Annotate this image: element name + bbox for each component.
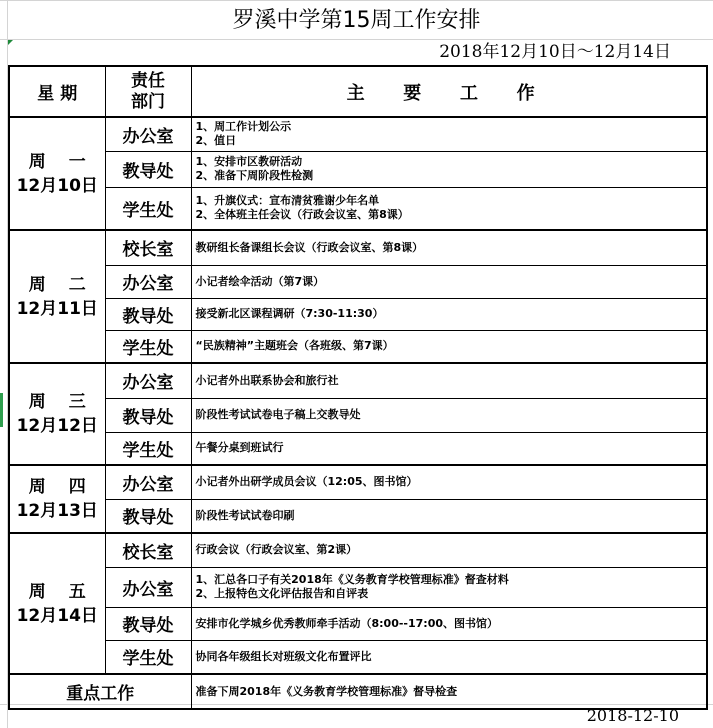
work-item: 午餐分桌到班试行 <box>195 441 284 455</box>
table-row <box>9 230 707 265</box>
dept-cell: 教导处 <box>105 607 191 640</box>
work-cell <box>191 298 707 330</box>
work-item: 教研组长备课组长会议（行政会议室、第8课） <box>195 240 424 254</box>
dept-cell: 校长室 <box>105 230 191 265</box>
dept-cell: 办公室 <box>105 265 191 298</box>
dept-cell: 办公室 <box>105 363 191 398</box>
work-item: 接受新北区课程调研（7:30-11:30） <box>195 307 384 320</box>
day-name: 周 五 <box>28 581 95 602</box>
work-cell <box>191 567 707 607</box>
work-item: 小记者外出研学成员会议（12:05、图书馆） <box>195 475 418 489</box>
day-date: 12月12日 <box>16 416 98 436</box>
dept-cell: 办公室 <box>105 567 191 607</box>
work-cell <box>191 465 707 499</box>
work-cell <box>191 640 707 674</box>
dept-cell: 校长室 <box>105 533 191 567</box>
dept-cell: 学生处 <box>105 187 191 230</box>
table-row <box>9 117 707 151</box>
table-row <box>9 607 707 640</box>
work-item: 1、安排市区教研活动 <box>195 155 303 168</box>
work-cell <box>191 117 707 151</box>
table-row <box>9 330 707 363</box>
work-item: 阶段性考试试卷印刷 <box>195 508 295 522</box>
table-row <box>9 465 707 499</box>
work-cell <box>191 398 707 432</box>
day-cell <box>9 117 105 230</box>
work-item: 1、升旗仪式：宣布清贫雅谢少年名单 <box>195 194 380 208</box>
table-row <box>9 432 707 465</box>
page-title: 罗溪中学第15周工作安排 <box>232 8 481 33</box>
day-name: 周 三 <box>28 392 95 412</box>
header-row <box>9 66 707 117</box>
dept-cell: 学生处 <box>105 330 191 363</box>
work-cell <box>191 607 707 640</box>
table-row <box>9 533 707 567</box>
work-cell <box>191 533 707 567</box>
header-week: 星 期 <box>9 66 105 117</box>
focus-item: 准备下周2018年《义务教育学校管理标准》督导检查 <box>195 684 458 698</box>
date-range: 2018年12月10日～12月14日 <box>439 42 671 62</box>
work-cell <box>191 330 707 363</box>
work-cell <box>191 187 707 230</box>
table-row <box>9 298 707 330</box>
day-name: 周 一 <box>28 151 95 172</box>
work-cell <box>191 151 707 187</box>
focus-row <box>9 674 707 709</box>
focus-label: 重点工作 <box>9 674 191 709</box>
day-cell <box>9 465 105 533</box>
work-item: 安排市化学城乡优秀教师牵手活动（8:00--17:00、图书馆） <box>195 616 499 630</box>
sheet-gridline <box>0 0 713 1</box>
work-item: 2、上报特色文化评估报告和自评表 <box>195 587 369 600</box>
day-cell <box>9 533 105 674</box>
dept-cell: 学生处 <box>105 432 191 465</box>
focus-text <box>191 674 707 709</box>
day-name: 周 四 <box>28 477 95 497</box>
selection-marker <box>0 393 3 427</box>
table-row <box>9 265 707 298</box>
day-cell <box>9 230 105 363</box>
table-row <box>9 187 707 230</box>
footer-date: 2018-12-10 <box>586 706 679 725</box>
dept-cell: 教导处 <box>105 151 191 187</box>
table-row <box>9 640 707 674</box>
dept-cell: 教导处 <box>105 499 191 533</box>
header-dept <box>105 66 191 117</box>
table-row <box>9 567 707 607</box>
cell-marker-icon <box>8 40 13 45</box>
day-date: 12月10日 <box>16 175 98 196</box>
table-row <box>9 499 707 533</box>
work-item: 2、值日 <box>195 134 237 148</box>
work-item: 2、准备下周阶段性检测 <box>195 169 314 182</box>
work-cell <box>191 432 707 465</box>
day-cell <box>9 363 105 465</box>
header-work: 主 要 工 作 <box>191 66 707 117</box>
schedule-table <box>8 65 708 710</box>
table-row <box>9 363 707 398</box>
dept-cell: 办公室 <box>105 465 191 499</box>
dept-cell: 学生处 <box>105 640 191 674</box>
work-item: 协同各年级组长对班级文化布置评比 <box>195 649 372 663</box>
dept-cell: 教导处 <box>105 398 191 432</box>
work-item: 小记者绘伞活动（第7课） <box>195 274 325 288</box>
dept-cell: 教导处 <box>105 298 191 330</box>
table-row <box>9 151 707 187</box>
table-row <box>9 398 707 432</box>
work-item: 小记者外出联系协会和旅行社 <box>195 373 339 387</box>
work-item: “民族精神”主题班会（各班级、第7课） <box>195 339 394 353</box>
header-dept-line2: 部门 <box>131 91 165 112</box>
work-item: 行政会议（行政会议室、第2课） <box>195 543 358 557</box>
dept-cell: 办公室 <box>105 117 191 151</box>
day-date: 12月11日 <box>16 298 98 319</box>
work-cell <box>191 499 707 533</box>
header-dept-line1: 责任 <box>131 70 165 91</box>
work-item: 阶段性考试试卷电子稿上交教导处 <box>195 408 361 421</box>
work-cell <box>191 265 707 298</box>
work-cell <box>191 230 707 265</box>
work-item: 1、汇总各口子有关2018年《义务教育学校管理标准》督查材料 <box>195 573 509 586</box>
day-date: 12月13日 <box>16 501 98 521</box>
work-cell <box>191 363 707 398</box>
work-item: 2、全体班主任会议（行政会议室、第8课） <box>195 208 409 222</box>
day-date: 12月14日 <box>16 605 98 626</box>
day-name: 周 二 <box>28 274 95 295</box>
work-item: 1、周工作计划公示 <box>195 120 292 134</box>
